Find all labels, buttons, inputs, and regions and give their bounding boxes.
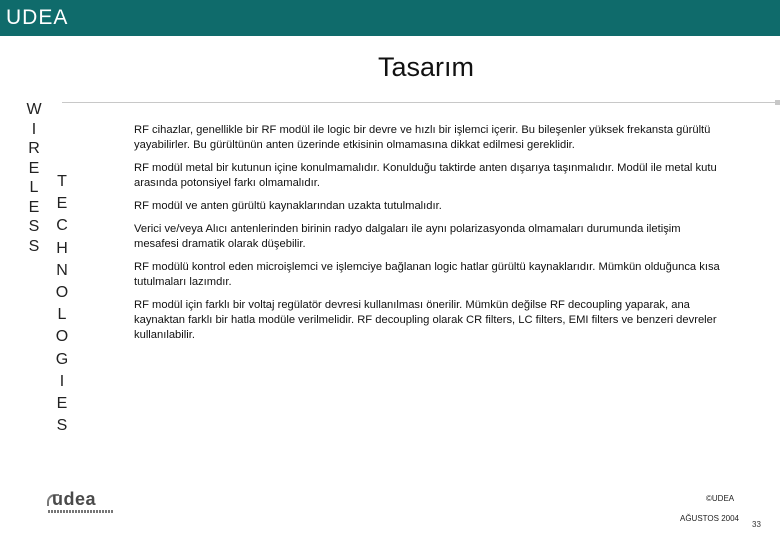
letter: O — [55, 284, 69, 302]
letter: S — [28, 218, 40, 235]
letter: S — [28, 237, 40, 255]
bullet-item: RF modül ve anten gürültü kaynaklarından uzakta tutulmalıdır. — [134, 200, 442, 212]
letter: T — [57, 173, 67, 190]
header-bar — [0, 0, 780, 36]
letter: E — [28, 159, 40, 177]
letter: E — [28, 198, 40, 216]
letter: R — [28, 140, 40, 157]
bullet-item: Verici ve/veya Alıcı antenlerinden birinin radyo dalgaları ile aynı polarizasyonda olmamaları durumunda iletişim mesafesi dramatik olarak düşebilir. — [134, 223, 681, 250]
bullet-item: RF modülü kontrol eden microişlemci ve işlemciye bağlanan logic hatlar gürültü kaynaklarıdır. Mümkün olduğunca kısa tutulmaları lazımdır. — [134, 261, 720, 288]
bullet-item: RF modül için farklı bir voltaj regülatör devresi kullanılması önerilir. Mümkün değilse RF decoupling yaparak, ana kaynaktan farklı bir hatla modüle verilmelidir. RF decoupling olarak CR filters, LC filters, EMI filters ve benzeri devreler kullanılabilir. — [134, 299, 717, 341]
letter: I — [31, 120, 37, 138]
letter: I — [59, 372, 65, 390]
letter: N — [56, 261, 68, 279]
slide-title: Tasarım — [377, 52, 475, 82]
letter: W — [26, 101, 42, 118]
logo-text: udea — [52, 489, 97, 509]
logo-subtitle-line — [48, 510, 114, 513]
letter: L — [57, 306, 67, 324]
letter: G — [55, 350, 69, 368]
letter: C — [56, 217, 68, 235]
bullet-item: RF modül metal bir kutunun içine konulmamalıdır. Konulduğu taktirde anten dışarıya taşınmalıdır. Modül ile metal kutu arasında potonsiyel farkı olmamalıdır. — [134, 162, 717, 189]
date-text: AĞUSTOS 2004 — [680, 514, 739, 523]
bullet-list — [134, 123, 724, 351]
vertical-text-technologies — [54, 171, 70, 437]
letter: S — [56, 417, 68, 435]
udea-logo — [44, 489, 116, 514]
letter: O — [55, 328, 69, 346]
vertical-text-wireless — [26, 100, 42, 256]
title-divider — [62, 102, 780, 103]
letter: H — [56, 239, 68, 257]
brand-name: UDEA — [6, 6, 69, 29]
bullet-item: RF cihazlar, genellikle bir RF modül ile logic bir devre ve hızlı bir işlemci içerir. Bu bileşenler yüksek frekansta gürültü yayabilirler. Bu gürültünün anten üzerinde etkisinin olmamasına dikkat edilmesi gereklidir. — [134, 124, 711, 151]
letter: E — [56, 395, 68, 413]
letter: E — [56, 195, 68, 213]
page-number: 33 — [752, 520, 761, 529]
copyright-text: ©UDEA — [706, 494, 735, 503]
letter: L — [29, 179, 39, 196]
